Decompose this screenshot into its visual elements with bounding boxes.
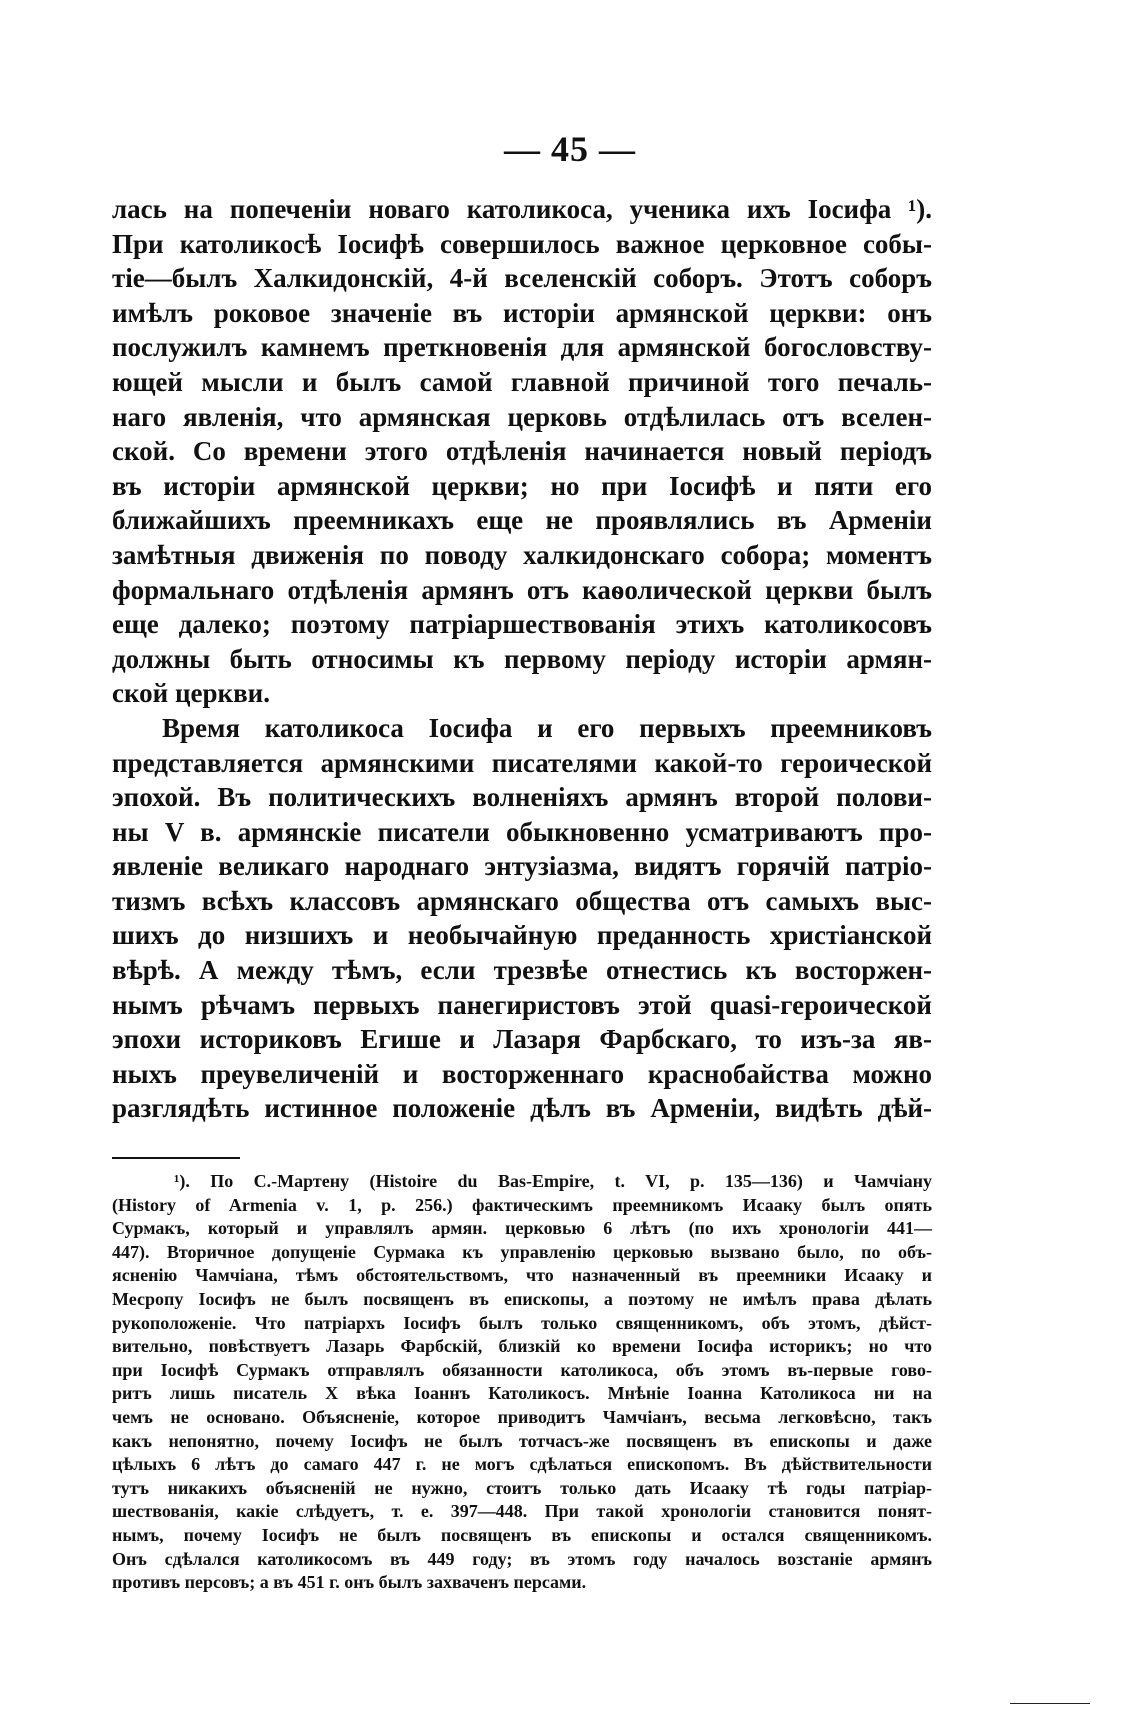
footnote-line: при Iосифѣ Сурмакъ отправлялъ обязанности католикоса, объ этомъ въ-первые гово- [112, 1359, 932, 1380]
footnote-line: нымъ, почему Iосифъ не былъ посвященъ въ епископы и остался священникомъ. [112, 1524, 932, 1545]
text-line: лась на попеченiи новаго католикоса, ученика ихъ Iосифа ¹). [112, 194, 932, 224]
footnote-line: тутъ никакихъ объясненiй не нужно, стоитъ только дать Исааку тѣ годы патрiар- [112, 1477, 932, 1498]
text-line: явленiе великаго народнаго энтузiазма, видятъ горячiй патрiо- [112, 851, 932, 882]
main-text [112, 192, 932, 1126]
footnote-line: противъ персовъ; а въ 451 г. онъ былъ захваченъ персами. [112, 1572, 587, 1593]
text-line: тизмъ всѣхъ классовъ армянскаго общества отъ самыхъ выс- [112, 885, 932, 916]
text-line: должны быть относимы къ первому перiоду исторiи армян- [112, 643, 932, 674]
footnote-divider [112, 1157, 240, 1159]
footnote-line: чемъ не основано. Объясненiе, которое приводитъ Чамчiанъ, весьма легковѣсно, такъ [112, 1406, 932, 1427]
text-line: ской церкви. [112, 678, 270, 709]
text-line: разглядѣть истинное положенiе дѣлъ въ Арменiи, видѣть дѣй- [112, 1093, 932, 1124]
text-line: представляется армянскими писателями какой-то героической [112, 747, 932, 778]
text-line: вѣрѣ. А между тѣмъ, если трезвѣе отнестись къ восторжен- [112, 955, 932, 986]
footnote-line: вительно, повѣствуетъ Лазарь Фарбскiй, близкiй ко времени Iосифа историкъ; но что [112, 1336, 932, 1357]
footnote-line: ясненiю Чамчiана, тѣмъ обстоятельствомъ, что назначенный въ преемники Исааку и [112, 1265, 932, 1286]
footnote-line: (History of Armenia v. 1, p. 256.) фактическимъ преемникомъ Исааку былъ опять [112, 1194, 932, 1215]
footnote-line: Онъ сдѣлался католикосомъ въ 449 году; въ этомъ году началось возстанiе армянъ [112, 1548, 932, 1569]
text-line: въ исторiи армянской церкви; но при Iосифѣ и пяти его [112, 470, 932, 501]
footnote-line: ритъ лишь писатель X вѣка Iоаннъ Католикосъ. Мнѣнiе Iоанна Католикоса ни на [112, 1383, 932, 1404]
text-line: наго явленiя, что армянская церковь отдѣлилась отъ вселен- [112, 401, 932, 432]
text-line: ской. Со времени этого отдѣленiя начинается новый перiодъ [112, 436, 932, 467]
text-line: ющей мысли и былъ самой главной причиной того печаль- [112, 366, 932, 397]
text-line: ближайшихъ преемникахъ еще не проявлялись въ Арменiи [112, 505, 932, 536]
footnote [112, 1170, 932, 1595]
text-line: ны V в. армянскiе писатели обыкновенно усматриваютъ про- [112, 816, 932, 847]
text-line: шихъ до низшихъ и необычайную преданность христiанской [112, 920, 932, 951]
text-line: Время католикоса Iосифа и его первыхъ преемниковъ [162, 712, 932, 743]
text-line: послужилъ камнемъ преткновенiя для армянской богословству- [112, 332, 932, 363]
text-line: еще далеко; поэтому патрiаршествованiя этихъ католикосовъ [112, 609, 932, 640]
footnote-line: ¹). По С.-Мартену (Histoire du Bas-Empire, t. VI, p. 135—136) и Чамчiану [174, 1171, 932, 1191]
corner-line [1010, 1703, 1090, 1704]
text-line: формальнаго отдѣленiя армянъ отъ каѳолической церкви былъ [112, 574, 932, 605]
footnote-line: Месропу Iосифъ не былъ посвященъ въ епископы, а поэтому не имѣлъ права дѣлать [112, 1288, 932, 1309]
text-line: эпохой. Въ политическихъ волненiяхъ армянъ второй полови- [112, 782, 932, 813]
text-line: эпохи историковъ Егише и Лазаря Фарбскаго, то изъ-за яв- [112, 1024, 932, 1055]
text-line: ныхъ преувеличенiй и восторженнаго краснобайства можно [112, 1058, 932, 1089]
footnote-line: рукоположенiе. Что патрiархъ Iосифъ былъ только священникомъ, объ этомъ, дѣйст- [112, 1312, 932, 1333]
text-line: имѣлъ роковое значенiе въ исторiи армянской церкви: онъ [112, 297, 932, 328]
footnote-line: шествованiя, какiе слѣдуетъ, т. е. 397—448. При такой хронологiи становится понят- [112, 1501, 932, 1522]
text-line: тiе—былъ Халкидонскiй, 4-й вселенскiй соборъ. Этотъ соборъ [112, 263, 932, 294]
page-number: — 45 — [504, 129, 636, 169]
footnote-line: какъ непонятно, почему Iосифъ не былъ тотчасъ-же посвященъ въ епископы и даже [112, 1430, 932, 1451]
footnote-line: цѣлыхъ 6 лѣтъ до самаго 447 г. не могъ сдѣлаться епископомъ. Въ дѣйствительности [112, 1454, 932, 1475]
text-line: нымъ рѣчамъ первыхъ панегиристовъ этой quasi-героической [112, 989, 932, 1020]
footnote-line: 447). Вторичное допущенiе Сурмака къ управленiю церковью вызвано было, по объ- [112, 1241, 932, 1262]
footnote-line: Сурмакъ, который и управлялъ армян. церковью 6 лѣтъ (по ихъ хронологiи 441— [112, 1218, 932, 1239]
text-line: замѣтныя движенiя по поводу халкидонскаго собора; моментъ [112, 539, 932, 570]
text-line: При католикосѣ Iосифѣ совершилось важное церковное собы- [112, 228, 932, 259]
